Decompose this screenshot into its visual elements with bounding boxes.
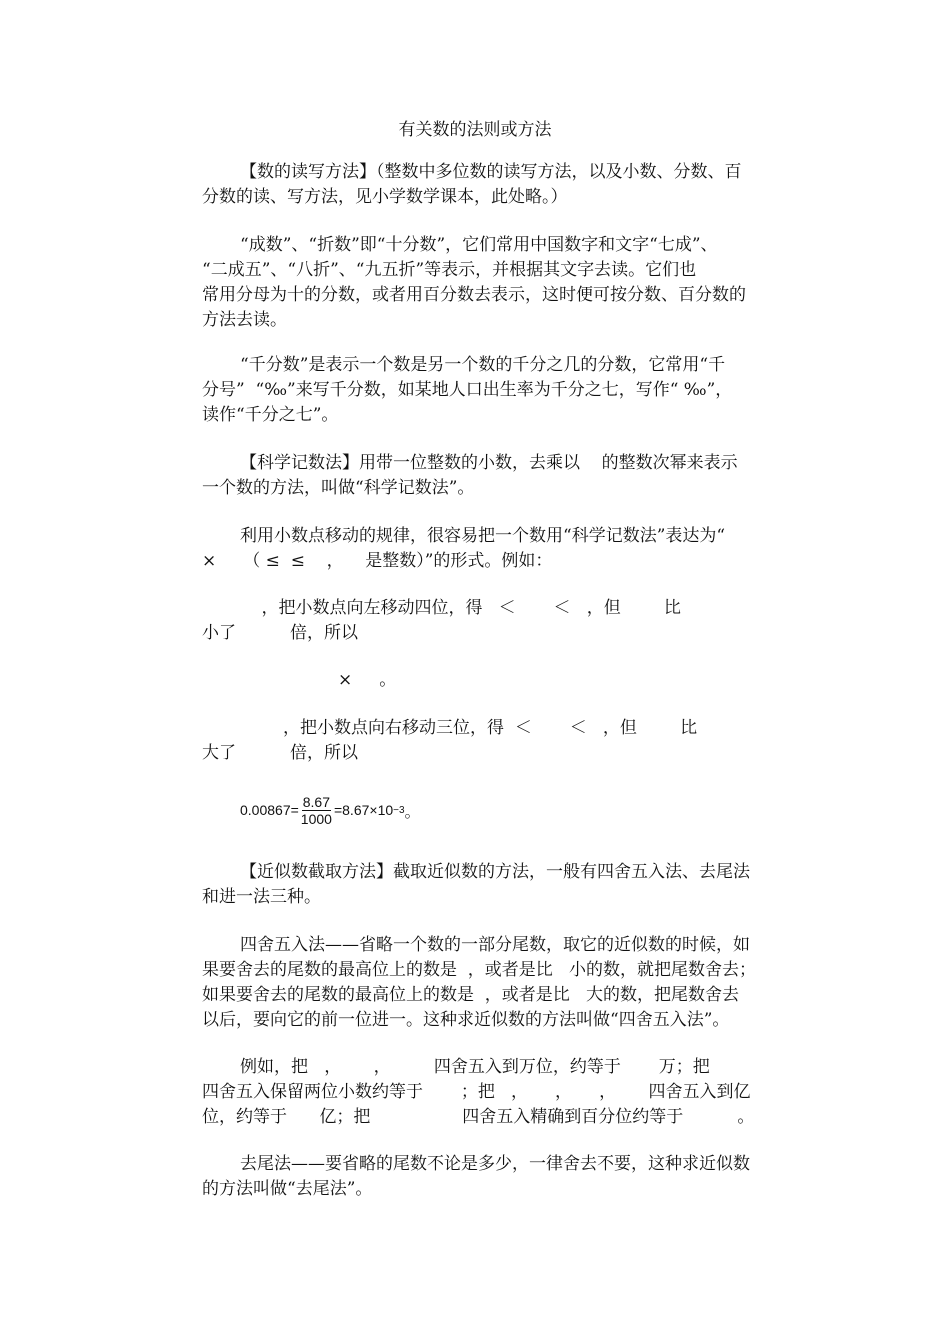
paragraph-rounding-examples <box>202 1055 808 1130</box>
text-line: 【科学记数法】用带一位整数的小数，去乘以 的整数次幂来表示 <box>240 453 738 473</box>
text-line: 方法去读。 <box>202 310 287 330</box>
text-line: × 。 <box>338 670 397 690</box>
paragraph-decimal-shift <box>202 524 808 574</box>
text-line: 【数的读写方法】（整数中多位数的读写方法，以及小数、分数、百 <box>240 162 742 182</box>
text-line: 的方法叫做“去尾法”。 <box>202 1179 373 1199</box>
text-line: × （ ≤ ≤ ， 是整数）”的形式。例如： <box>202 551 553 571</box>
paragraph-permille <box>202 353 808 428</box>
text-line: 和进一法三种。 <box>202 887 321 907</box>
formula-fraction <box>301 794 332 827</box>
text-line: 读作“千分之七”。 <box>202 405 339 425</box>
paragraph-example-left <box>202 596 808 646</box>
text-line: 果要舍去的尾数的最高位上的数是 ，或者是比 小的数，就把尾数舍去； <box>202 960 757 980</box>
text-line: 分数的读、写方法，见小学数学课本，此处略。） <box>202 187 568 207</box>
example-result-line <box>338 668 538 693</box>
paragraph-rounding <box>202 933 808 1033</box>
text-line: 如果要舍去的尾数的最高位上的数是 ，或者是比 大的数，把尾数舍去 <box>202 985 740 1005</box>
paragraph-number-reading <box>202 160 808 210</box>
text-line: 利用小数点移动的规律，很容易把一个数用“科学记数法”表达为“ <box>240 526 726 546</box>
formula-equation <box>240 792 421 828</box>
paragraph-tenths <box>202 233 808 333</box>
formula-rhs: 8.67×10 <box>342 802 394 818</box>
text-line: 例如，把 ， ， 四舍五入到万位，约等于 万；把 <box>240 1057 710 1077</box>
fraction-denominator: 1000 <box>300 810 332 827</box>
text-line: 小了 倍，所以 <box>202 623 359 643</box>
text-line: 四舍五入保留两位小数约等于 ；把 ， ， ， 四舍五入到亿 <box>202 1082 751 1102</box>
text-line: “千分数”是表示一个数是另一个数的千分之几的分数，它常用“千 <box>240 355 726 375</box>
text-line: 【近似数截取方法】截取近似数的方法，一般有四舍五入法、去尾法 <box>240 862 750 882</box>
paragraph-example-right <box>202 716 808 766</box>
text-line: “二成五”、“八折”、“九五折”等表示，并根据其文字去读。它们也 <box>202 260 697 280</box>
text-line: 常用分母为十的分数，或者用百分数去表示，这时便可按分数、百分数的 <box>202 285 746 305</box>
formula-equals: = <box>290 802 299 818</box>
text-line: ，把小数点向右移动三位，得 ＜ ＜ ，但 比 <box>202 718 698 738</box>
formula-end: 。 <box>404 801 421 821</box>
text-line: 去尾法——要省略的尾数不论是多少，一律舍去不要，这种求近似数 <box>240 1154 750 1174</box>
text-line: ，把小数点向左移动四位，得 ＜ ＜ ，但 比 <box>202 598 681 618</box>
text-line: 位，约等于 亿；把 四舍五入精确到百分位约等于 。 <box>202 1107 755 1127</box>
text-line: 四舍五入法——省略一个数的一部分尾数，取它的近似数的时候，如 <box>240 935 750 955</box>
text-line: 一个数的方法，叫做“科学记数法”。 <box>202 478 475 498</box>
text-line: 分号” “‰”来写千分数，如某地人口出生率为千分之七，写作“ ‰”， <box>202 380 733 400</box>
document-title: 有关数的法则或方法 <box>398 120 552 140</box>
formula-lhs: 0.00867 <box>240 802 291 818</box>
formula-exponent: −3 <box>393 804 405 816</box>
paragraph-truncation <box>202 1152 808 1202</box>
formula-equals: = <box>333 802 343 818</box>
text-line: 以后，要向它的前一位进一。这种求近似数的方法叫做“四舍五入法”。 <box>202 1010 730 1030</box>
paragraph-approximation <box>202 860 808 910</box>
paragraph-scientific-notation <box>202 451 808 501</box>
text-line: 大了 倍，所以 <box>202 743 359 763</box>
text-line: “成数”、“折数”即“十分数”，它们常用中国数字和文字“七成”、 <box>240 235 718 255</box>
fraction-numerator: 8.67 <box>302 793 330 810</box>
